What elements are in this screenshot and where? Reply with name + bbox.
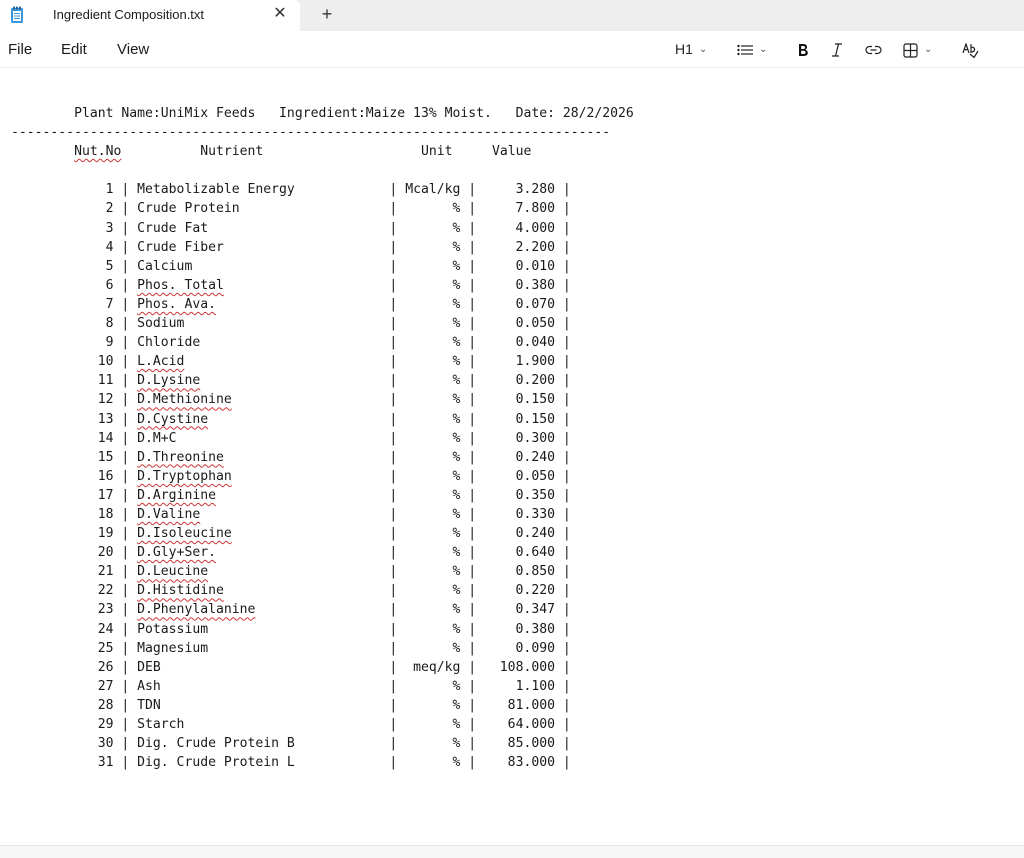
- row-value: 0.220: [484, 583, 555, 599]
- row-nutrient: Chloride: [137, 335, 201, 351]
- table-icon: [903, 43, 918, 58]
- table-row: 29 | Starch | % | 64.000 |: [11, 717, 571, 732]
- chevron-down-icon: ⌄: [924, 44, 933, 56]
- chevron-down-icon: ⌄: [698, 44, 708, 56]
- row-unit: %: [405, 717, 461, 732]
- row-value: 0.347: [484, 602, 555, 618]
- table-row: 30 | Dig. Crude Protein B | % | 85.000 |: [11, 736, 571, 752]
- chevron-down-icon: ⌄: [759, 44, 768, 56]
- bold-button[interactable]: [797, 39, 811, 59]
- table-row: 11 | D.Lysine | % | 0.200 |: [11, 373, 571, 389]
- row-value: 0.330: [484, 506, 555, 522]
- row-nutrient: Dig. Crude Protein B: [137, 736, 295, 752]
- row-nutrient: D.Arginine: [137, 487, 216, 503]
- row-nutrient: Calcium: [137, 258, 193, 274]
- row-unit: %: [405, 373, 461, 389]
- table-row: 17 | D.Arginine | % | 0.350 |: [11, 487, 571, 503]
- bold-icon: [797, 43, 809, 57]
- row-unit: %: [405, 640, 461, 656]
- row-nutrient: Metabolizable Energy: [137, 182, 295, 198]
- row-value: 0.090: [484, 640, 555, 656]
- row-value: 83.000: [484, 755, 555, 771]
- table-row: 24 | Potassium | % | 0.380 |: [11, 621, 571, 637]
- row-value: 0.050: [484, 316, 555, 332]
- row-unit: %: [405, 335, 461, 351]
- text-editor[interactable]: [0, 67, 1024, 845]
- row-value: 0.350: [484, 487, 555, 503]
- table-row: 9 | Chloride | % | 0.040 |: [11, 335, 571, 351]
- table-row: 15 | D.Threonine | % | 0.240 |: [11, 449, 571, 465]
- row-value: 0.050: [484, 468, 555, 484]
- link-icon: [865, 45, 882, 55]
- row-value: 0.200: [484, 373, 555, 389]
- notepad-icon: [10, 6, 24, 24]
- row-unit: %: [405, 697, 461, 713]
- row-nutrient: Ash: [137, 678, 161, 694]
- row-unit: %: [405, 316, 461, 332]
- row-unit: %: [405, 678, 461, 694]
- column-header-unit: Unit: [420, 144, 453, 160]
- row-value: 85.000: [484, 736, 555, 752]
- row-unit: %: [405, 258, 461, 274]
- column-header-value: Value: [491, 144, 532, 160]
- row-nutrient: D.Histidine: [137, 583, 224, 599]
- row-value: 0.640: [484, 545, 555, 561]
- row-unit: %: [405, 487, 461, 503]
- new-tab-button[interactable]: +: [321, 4, 333, 24]
- row-unit: %: [405, 468, 461, 484]
- row-unit: %: [405, 220, 461, 236]
- menu-file[interactable]: File: [8, 41, 33, 58]
- row-nutrient: Magnesium: [137, 640, 209, 656]
- table-row: 21 | D.Leucine | % | 0.850 |: [11, 564, 571, 580]
- table-row: 8 | Sodium | % | 0.050 |: [11, 316, 571, 332]
- row-unit: %: [405, 755, 461, 771]
- document-header-line: [11, 104, 634, 123]
- row-unit: %: [405, 545, 461, 561]
- row-unit: %: [405, 354, 461, 370]
- row-nutrient: D.Valine: [137, 506, 201, 522]
- heading-dropdown[interactable]: [675, 39, 715, 59]
- row-nutrient: D.Isoleucine: [137, 526, 232, 542]
- table-row: 13 | D.Cystine | % | 0.150 |: [11, 411, 571, 427]
- row-unit: %: [405, 201, 461, 217]
- document-text: [11, 104, 634, 772]
- row-value: 1.100: [484, 678, 555, 694]
- row-unit: %: [405, 277, 461, 293]
- row-nutrient: Crude Fiber: [137, 239, 224, 255]
- row-nutrient: D.Phenylalanine: [137, 602, 256, 618]
- table-row: 4 | Crude Fiber | % | 2.200 |: [11, 239, 571, 255]
- spellcheck-button[interactable]: [962, 39, 980, 59]
- row-nutrient: L.Acid: [137, 354, 185, 370]
- row-value: 0.380: [484, 277, 555, 293]
- row-value: 0.070: [484, 296, 555, 312]
- table-row: 1 | Metabolizable Energy | Mcal/kg | 3.280 |: [11, 182, 571, 198]
- document-date: Date: 28/2/2026: [515, 106, 634, 121]
- table-row: 23 | D.Phenylalanine | % | 0.347 |: [11, 602, 571, 618]
- row-nutrient: Phos. Ava.: [137, 296, 216, 312]
- separator-line: ----------------------------------------------------------------------------: [11, 125, 611, 141]
- ingredient-name: Ingredient:Maize 13% Moist.: [279, 106, 492, 121]
- italic-button[interactable]: [831, 39, 845, 59]
- column-header-nutrient: Nutrient: [200, 144, 264, 160]
- row-unit: %: [405, 621, 461, 637]
- row-nutrient: Potassium: [137, 621, 209, 637]
- menu-view[interactable]: View: [117, 41, 150, 58]
- row-value: 0.850: [484, 564, 555, 580]
- row-nutrient: DEB: [137, 659, 161, 675]
- row-unit: %: [405, 449, 461, 465]
- row-value: 0.240: [484, 449, 555, 465]
- tab-title: Ingredient Composition.txt: [53, 7, 205, 22]
- row-value: 4.000: [484, 220, 555, 236]
- row-nutrient: Crude Fat: [137, 220, 209, 236]
- row-unit: %: [405, 564, 461, 580]
- row-nutrient: Dig. Crude Protein L: [137, 755, 295, 771]
- table-row: 19 | D.Isoleucine | % | 0.240 |: [11, 526, 571, 542]
- table-row: 7 | Phos. Ava. | % | 0.070 |: [11, 296, 571, 312]
- row-nutrient: D.Threonine: [137, 449, 224, 465]
- row-nutrient: D.Cystine: [137, 411, 209, 427]
- row-nutrient: TDN: [137, 697, 161, 713]
- table-row: 20 | D.Gly+Ser. | % | 0.640 |: [11, 545, 571, 561]
- status-bar: [0, 845, 1024, 858]
- row-value: 3.280: [484, 182, 555, 198]
- table-row: 12 | D.Methionine | % | 0.150 |: [11, 392, 571, 408]
- row-nutrient: Crude Protein: [137, 201, 240, 217]
- table-dropdown[interactable]: [903, 39, 943, 59]
- table-row: 22 | D.Histidine | % | 0.220 |: [11, 583, 571, 599]
- blank-line: [11, 161, 634, 180]
- tab-ingredient-composition[interactable]: [0, 0, 300, 31]
- row-nutrient: D.Methionine: [137, 392, 232, 408]
- row-value: 0.380: [484, 621, 555, 637]
- plant-name: Plant Name:UniMix Feeds: [74, 106, 256, 121]
- menu-edit[interactable]: Edit: [61, 41, 87, 58]
- table-row: 2 | Crude Protein | % | 7.800 |: [11, 201, 571, 217]
- row-unit: %: [405, 411, 461, 427]
- spellcheck-icon: [962, 43, 979, 58]
- table-row: 26 | DEB | meq/kg | 108.000 |: [11, 659, 571, 675]
- row-value: 1.900: [484, 354, 555, 370]
- row-unit: %: [405, 296, 461, 312]
- menu-bar: [0, 31, 1024, 67]
- table-row: 16 | D.Tryptophan | % | 0.050 |: [11, 468, 571, 484]
- row-value: 0.300: [484, 430, 555, 446]
- row-value: 2.200: [484, 239, 555, 255]
- row-nutrient: D.Tryptophan: [137, 468, 232, 484]
- row-unit: Mcal/kg: [405, 182, 461, 198]
- row-unit: %: [405, 239, 461, 255]
- row-value: 0.240: [484, 526, 555, 542]
- italic-icon: [831, 43, 843, 57]
- table-row: 5 | Calcium | % | 0.010 |: [11, 258, 571, 274]
- link-button[interactable]: [865, 39, 883, 59]
- row-unit: %: [405, 736, 461, 752]
- table-row: 27 | Ash | % | 1.100 |: [11, 678, 571, 694]
- table-row: 25 | Magnesium | % | 0.090 |: [11, 640, 571, 656]
- row-unit: %: [405, 506, 461, 522]
- row-value: 64.000: [484, 717, 555, 732]
- table-row: 28 | TDN | % | 81.000 |: [11, 697, 571, 713]
- row-unit: %: [405, 430, 461, 446]
- table-row: 10 | L.Acid | % | 1.900 |: [11, 354, 571, 370]
- row-nutrient: D.Leucine: [137, 564, 209, 580]
- table-row: 18 | D.Valine | % | 0.330 |: [11, 506, 571, 522]
- table-row: 3 | Crude Fat | % | 4.000 |: [11, 220, 571, 236]
- table-row: 14 | D.M+C | % | 0.300 |: [11, 430, 571, 446]
- row-value: 0.040: [484, 335, 555, 351]
- row-value: 0.150: [484, 411, 555, 427]
- row-unit: %: [405, 602, 461, 618]
- row-unit: %: [405, 392, 461, 408]
- title-bar: [0, 0, 1024, 31]
- row-nutrient: Sodium: [137, 316, 185, 332]
- row-nutrient: D.Gly+Ser.: [137, 545, 216, 561]
- column-header-line: [11, 142, 634, 161]
- row-unit: %: [405, 526, 461, 542]
- column-header-no: Nut.No: [74, 144, 122, 160]
- row-value: 7.800: [484, 201, 555, 217]
- row-value: 108.000: [484, 659, 555, 675]
- row-value: 0.010: [484, 258, 555, 274]
- row-nutrient: D.M+C: [137, 430, 177, 446]
- table-row: 31 | Dig. Crude Protein L | % | 83.000 |: [11, 755, 571, 771]
- row-unit: meq/kg: [405, 659, 461, 675]
- list-icon: [737, 44, 753, 56]
- close-tab-icon[interactable]: ✕: [273, 5, 287, 22]
- row-nutrient: D.Lysine: [137, 373, 201, 389]
- heading-label: H1: [675, 41, 693, 57]
- table-row: 6 | Phos. Total | % | 0.380 |: [11, 277, 571, 293]
- row-nutrient: Starch: [137, 717, 185, 732]
- row-value: 81.000: [484, 697, 555, 713]
- row-value: 0.150: [484, 392, 555, 408]
- row-unit: %: [405, 583, 461, 599]
- list-dropdown[interactable]: [737, 39, 777, 59]
- row-nutrient: Phos. Total: [137, 277, 224, 293]
